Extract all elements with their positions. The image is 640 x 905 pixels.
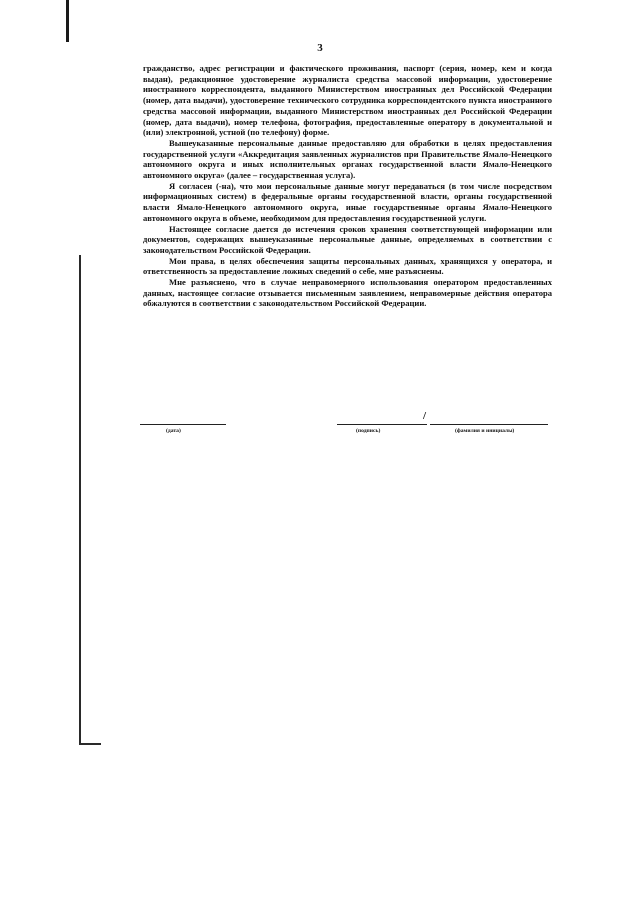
paragraph-transfer-consent: Я согласен (-на), что мои персональные данные могут передаваться (в том числе посредством информационных систем) в федеральные органы государственной власти, органы государственной власти Ямало-Ненецкого автономного округа, иные государственные органы Ямало-Ненецкого автономного округа в объеме, необходимом для предоставления государственной услуги. [143, 180, 552, 223]
paragraph-processing-purpose: Вышеуказанные персональные данные предоставляю для обработки в целях предоставления государственной услуги «Аккредитация заявленных журналистов при Правительстве Ямало-Ненецкого автономного округа и иных исполнительных органах государственной власти Ямало-Ненецкого автономного округа» (далее – государственная услуга). [143, 137, 552, 181]
date-caption: (дата) [166, 428, 181, 434]
name-line [430, 424, 548, 425]
paragraph-consent-term: Настоящее согласие дается до истечения сроков хранения соответствующей информации или документов, содержащих вышеуказанные персональные данные, определяемых в соответствии с законодательством Российской Федерации. [143, 223, 552, 255]
page-number: 3 [317, 42, 323, 54]
paragraph-revocation: Мне разъяснено, что в случае неправомерного использования оператором предоставленных данных, настоящее согласие отзывается письменным заявлением, неправомерные действия оператора обжалуются в соответствии с законодательством Российской Федерации. [143, 277, 552, 309]
document-body [143, 63, 552, 309]
signature-caption: (подпись) [356, 428, 381, 434]
paragraph-personal-data-list: гражданство, адрес регистрации и фактического проживания, паспорт (серия, номер, кем и когда выдан), редакционное удостоверение журналиста средства массовой информации, удостоверение иностранного корреспондента, выданного Министерством иностранных дел Российской Федерации (номер, дата выдачи), удостоверение технического сотрудника корреспондентского пункта иностранного средства массовой информации, выданного Министерством иностранных дел Российской Федерации (номер, дата выдачи), номер телефона, фотография, предоставленные оператору в документальной и (или) электронной, устной (по телефону) форме. [143, 63, 552, 138]
signature-separator: / [423, 410, 427, 422]
paragraph-rights-explained: Мои права, в целях обеспечения защиты персональных данных, хранящихся у оператора, и ответственность за предоставление ложных сведений о себе, мне разъяснены. [143, 255, 552, 277]
scan-edge-top [66, 0, 69, 42]
date-line [140, 424, 226, 425]
name-caption: (фамилия и инициалы) [455, 428, 515, 434]
scan-edge-left [79, 255, 81, 745]
signature-line [337, 424, 427, 425]
scan-edge-tick [79, 743, 101, 745]
